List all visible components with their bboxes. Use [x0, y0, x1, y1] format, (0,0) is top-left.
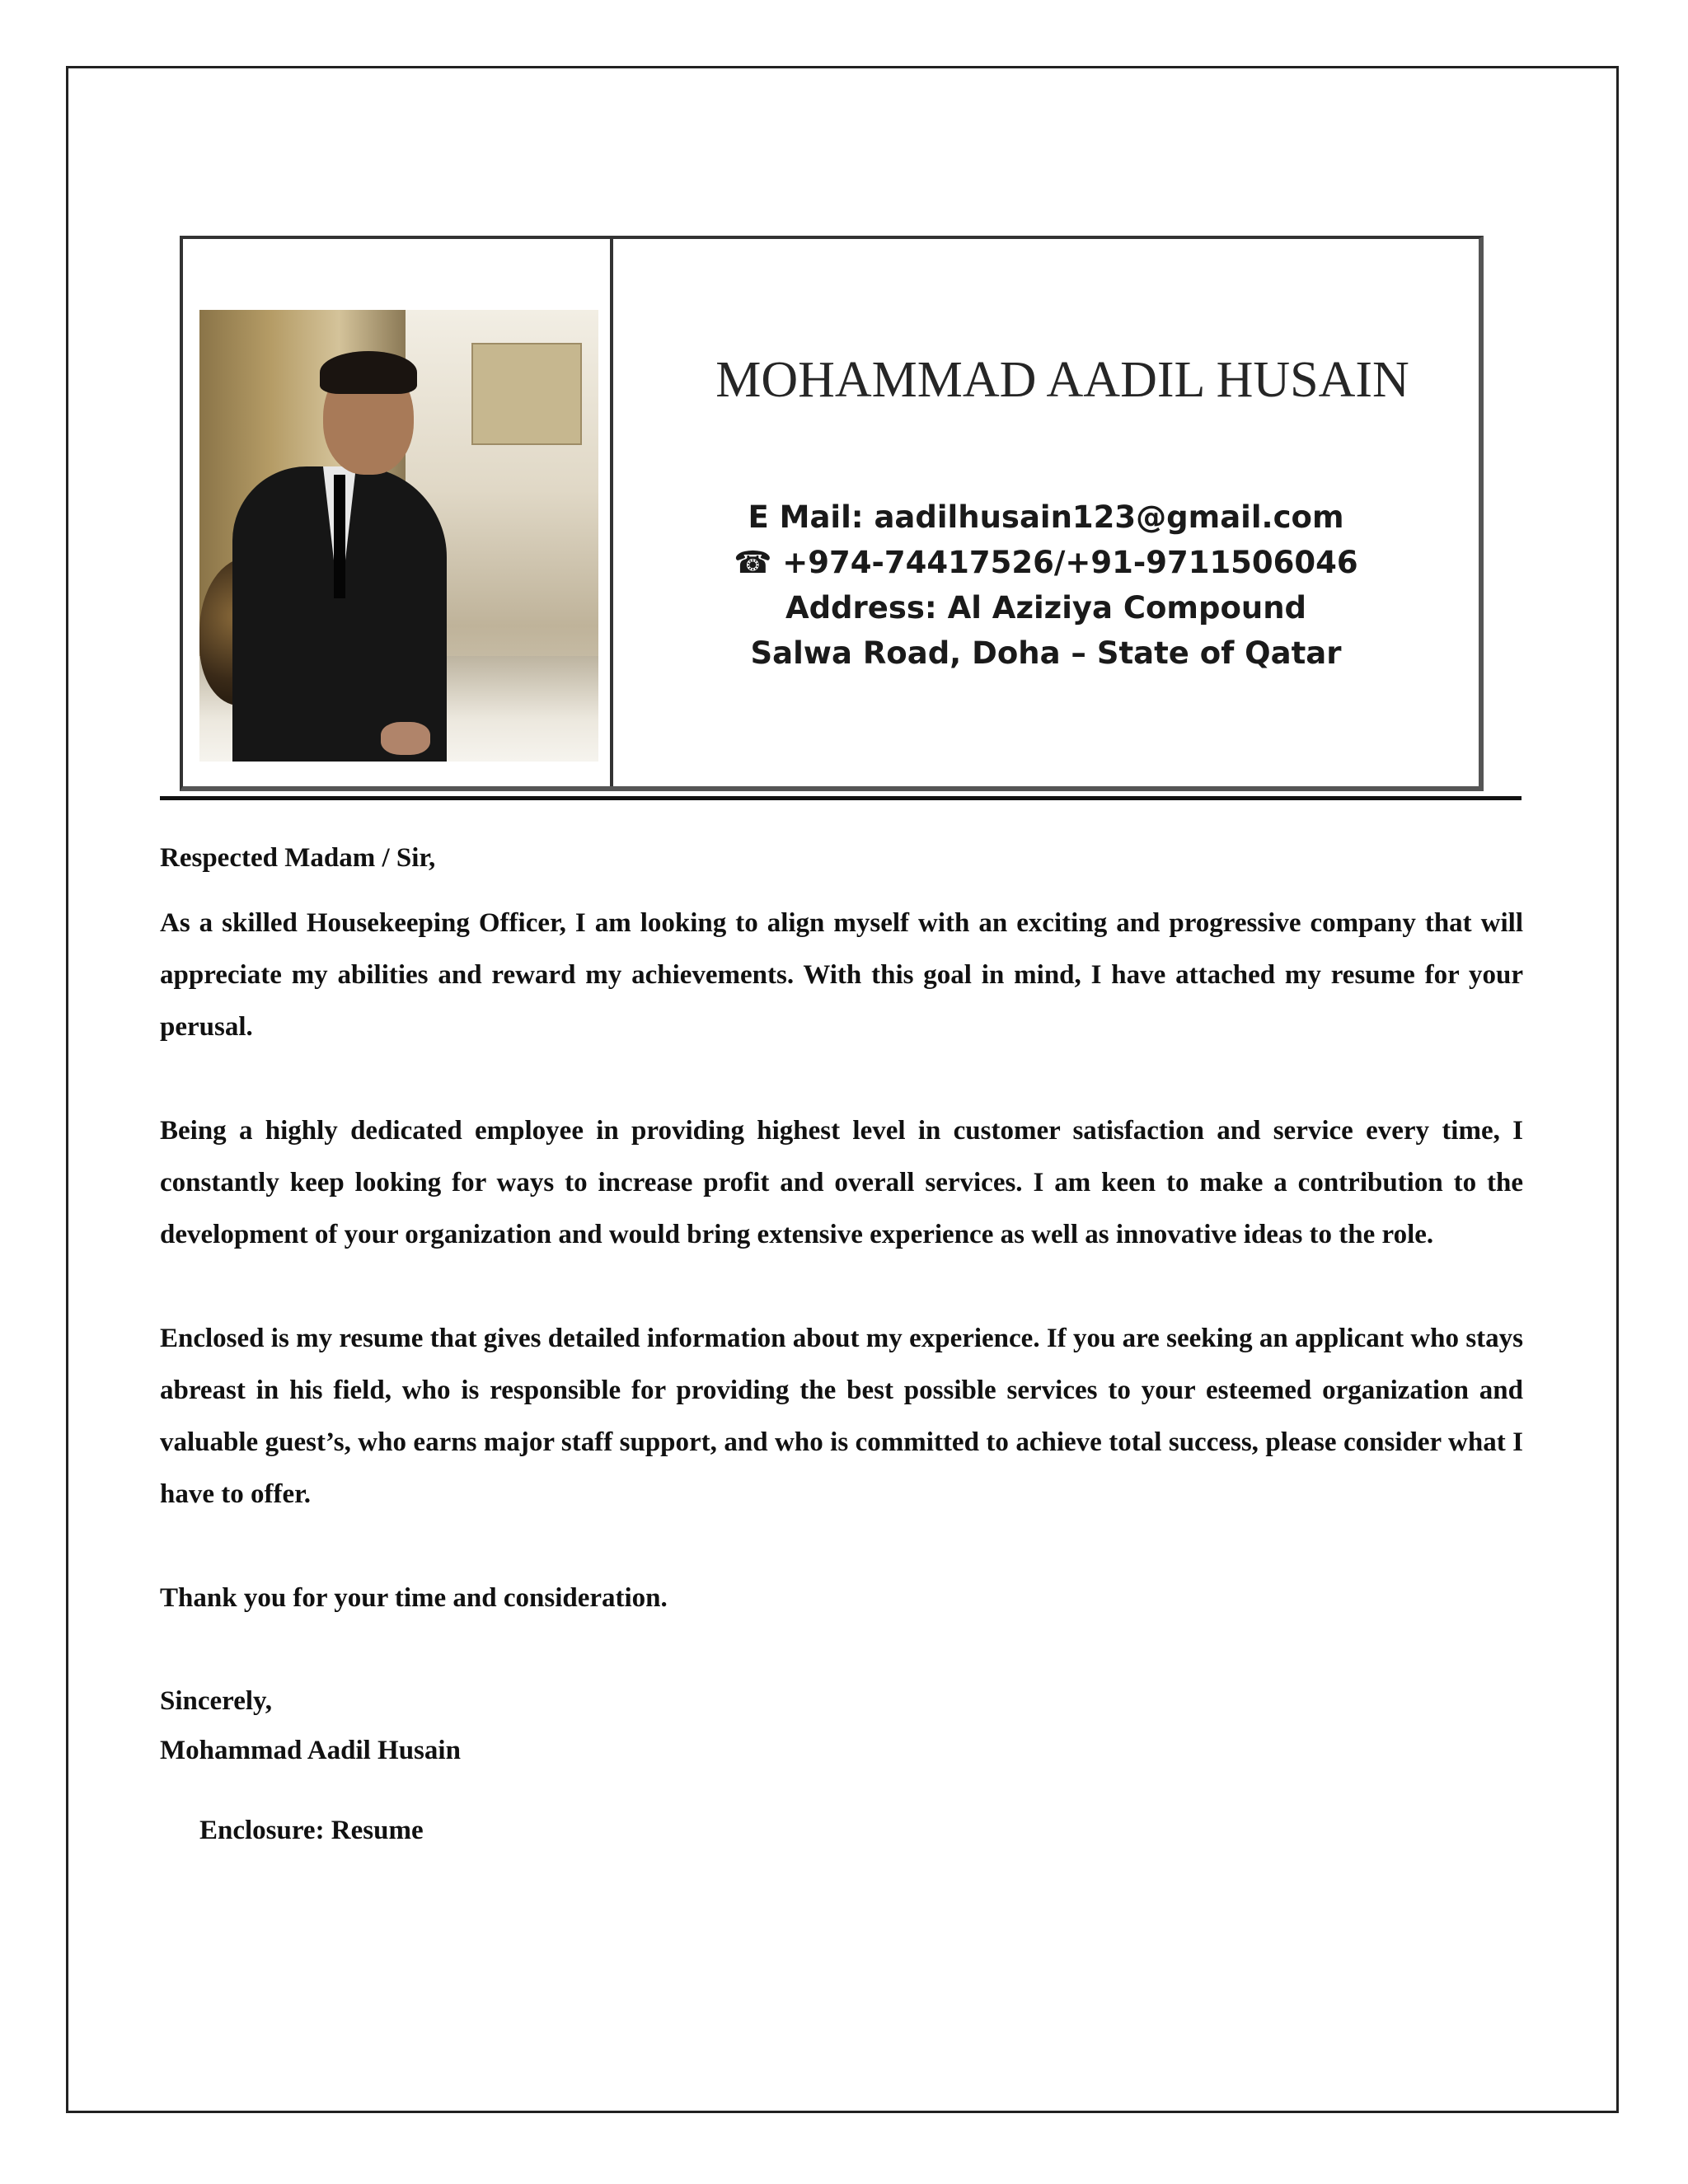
thanks-line: Thank you for your time and consideration.	[160, 1583, 668, 1613]
contact-block	[613, 494, 1479, 676]
header-box	[180, 236, 1484, 791]
salutation: Respected Madam / Sir,	[160, 843, 436, 873]
signature-name: Mohammad Aadil Husain	[160, 1736, 461, 1765]
profile-photo	[199, 310, 598, 762]
address-line-2: Salwa Road, Doha – State of Qatar	[750, 635, 1342, 671]
paragraph-enclosed-resume: Enclosed is my resume that gives detailed information about my experience. If you are seeking an applicant who stays abreast in his field, who is responsible for providing the best possible services to your esteemed organization and valuable guest’s, who earns major staff support, and who is committed to achieve total success, please consider what I have to offer.	[160, 1324, 1523, 1509]
enclosure-note: Enclosure: Resume	[199, 1816, 424, 1845]
photo-cell	[183, 239, 613, 786]
address-line-1: Address: Al Aziziya Compound	[785, 590, 1307, 626]
applicant-name: MOHAMMAD AADIL HUSAIN	[715, 352, 1409, 408]
cover-letter-body	[160, 832, 1523, 1857]
paragraph-dedication: Being a highly dedicated employee in providing highest level in customer satisfaction and service every time, I constantly keep looking for ways to increase profit and overall services. I am keen to make a contribution to the development of your organization and would bring extensive experience as well as innovative ideas to the role.	[160, 1116, 1523, 1249]
phone-line: ☎ +974-74417526/+91-9711506046	[734, 545, 1358, 580]
paragraph-intro: As a skilled Housekeeping Officer, I am looking to align myself with an exciting and progressive company that will appreciate my abilities and reward my achievements. With this goal in mind, I have attached my resume for your perusal.	[160, 908, 1523, 1042]
email-line: E Mail: aadilhusain123@gmail.com	[748, 499, 1344, 535]
contact-info-cell	[613, 239, 1479, 786]
header-divider	[160, 796, 1522, 800]
closing: Sincerely,	[160, 1686, 272, 1716]
